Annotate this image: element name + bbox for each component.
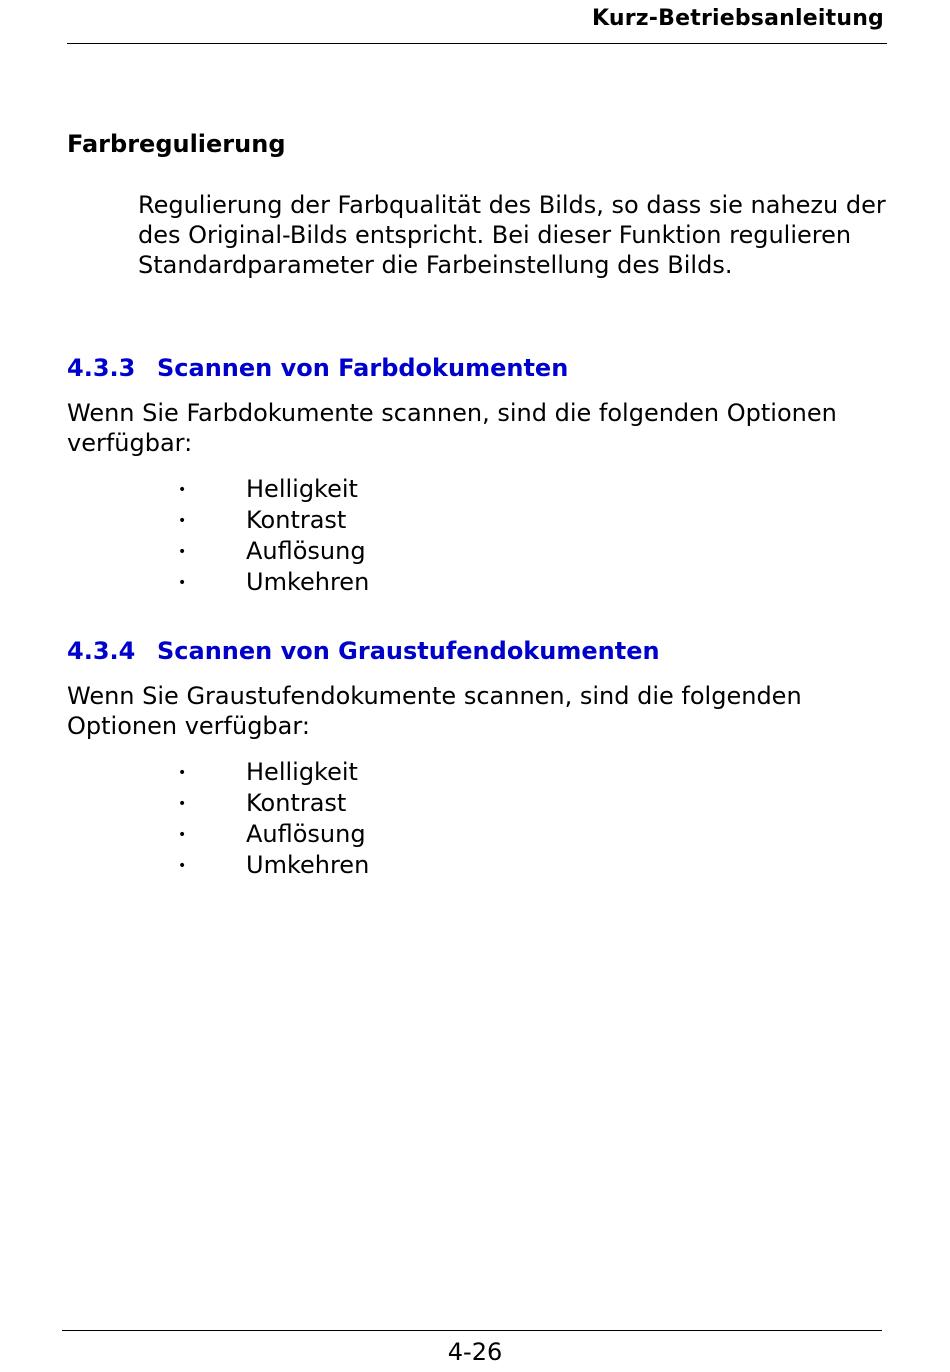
bullet-icon: • <box>178 796 187 812</box>
list-item-label: Helligkeit <box>246 758 358 786</box>
page-number: 4-26 <box>447 1338 503 1366</box>
list-item-label: Umkehren <box>246 851 370 879</box>
list-item <box>178 567 369 598</box>
bullet-icon: • <box>178 575 187 591</box>
bullet-icon: • <box>178 482 187 498</box>
list-item-label: Kontrast <box>246 506 347 534</box>
list-item <box>178 536 369 567</box>
section-paragraph: Regulierung der Farbqualität des Bilds, so dass sie nahezu der des Original-Bilds entspricht. Bei dieser Funktion regulieren Standardparameter die Farbeinstellung des Bilds. <box>138 191 886 279</box>
footer-divider <box>62 1330 882 1331</box>
list-item-label: Auflösung <box>246 820 366 848</box>
list-item <box>178 819 369 850</box>
subsection-heading-color <box>67 354 568 382</box>
list-item-label: Umkehren <box>246 568 370 596</box>
subsection-title: Scannen von Farbdokumenten <box>157 354 569 382</box>
list-item <box>178 788 369 819</box>
bullet-icon: • <box>178 544 187 560</box>
running-header-title: Kurz-Betriebsanleitung <box>592 6 884 31</box>
subsection-intro-paragraph: Wenn Sie Farbdokumente scannen, sind die folgenden Optionen verfügbar: <box>67 399 837 457</box>
subsection-title: Scannen von Graustufendokumenten <box>157 637 660 665</box>
subsection-intro-paragraph: Wenn Sie Graustufendokumente scannen, sind die folgenden Optionen verfügbar: <box>67 682 802 740</box>
subsection-number: 4.3.4 <box>67 637 136 665</box>
list-item-label: Auflösung <box>246 537 366 565</box>
section-heading: Farbregulierung <box>67 130 286 158</box>
list-item-label: Helligkeit <box>246 475 358 503</box>
list-item <box>178 505 369 536</box>
bullet-icon: • <box>178 827 187 843</box>
bullet-icon: • <box>178 858 187 874</box>
bullet-icon: • <box>178 765 187 781</box>
subsection-heading-grayscale <box>67 637 660 665</box>
bullet-icon: • <box>178 513 187 529</box>
list-item-label: Kontrast <box>246 789 347 817</box>
options-list-grayscale <box>178 757 369 881</box>
list-item <box>178 474 369 505</box>
list-item <box>178 850 369 881</box>
list-item <box>178 757 369 788</box>
header-divider <box>67 43 887 44</box>
subsection-number: 4.3.3 <box>67 354 136 382</box>
options-list-color <box>178 474 369 598</box>
